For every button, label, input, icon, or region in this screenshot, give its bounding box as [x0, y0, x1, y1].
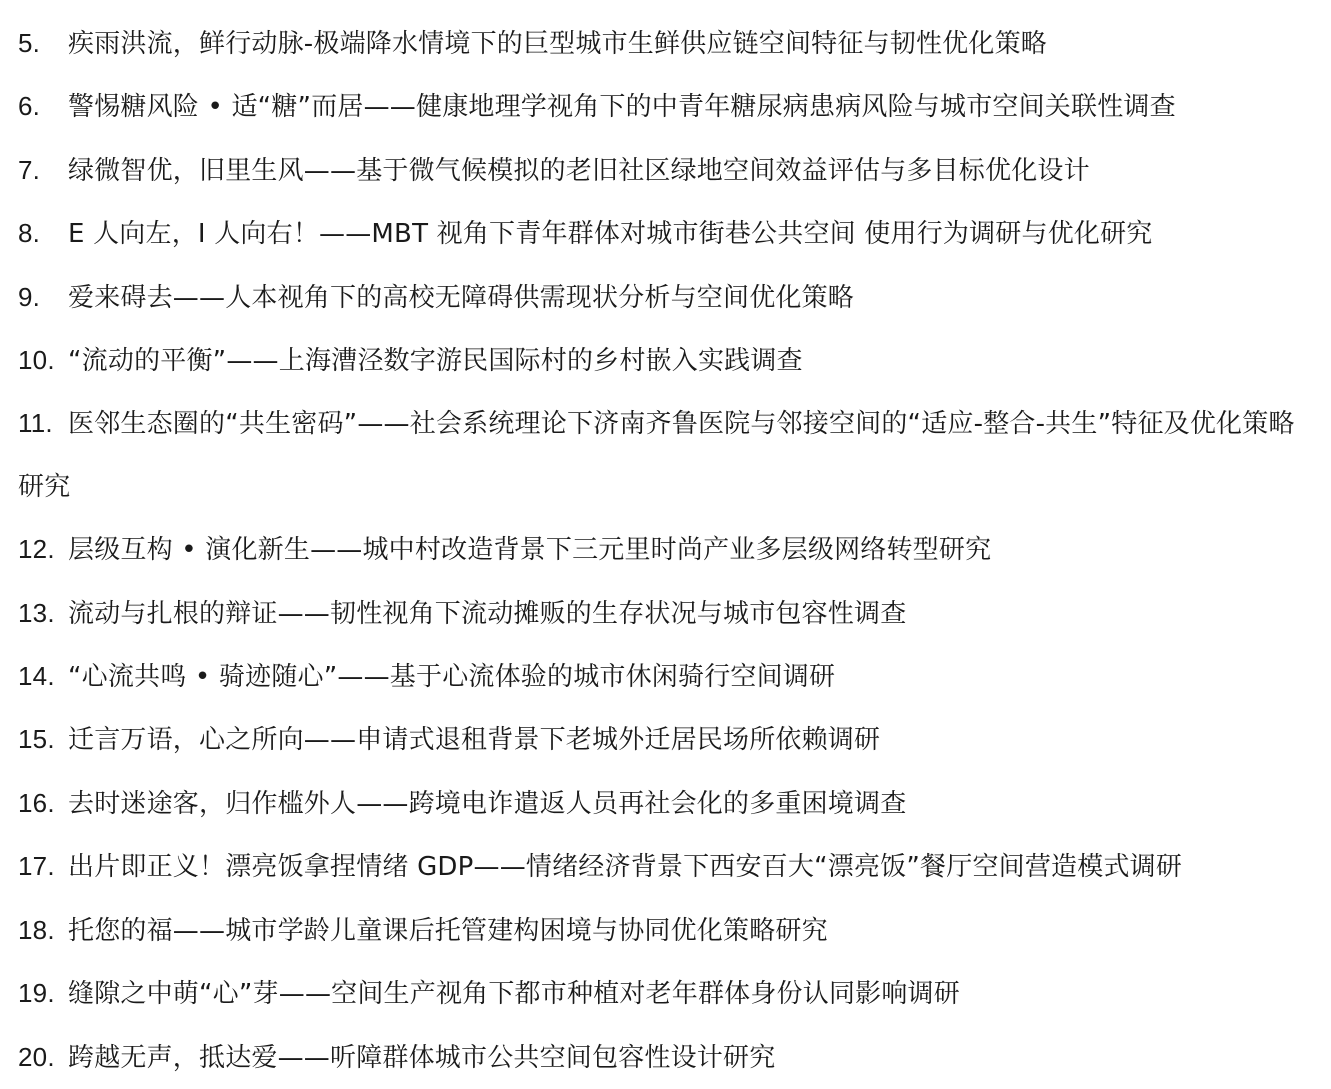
item-title: “流动的平衡”——上海漕泾数字游民国际村的乡村嵌入实践调查 — [68, 346, 803, 377]
item-number: 11. — [18, 408, 53, 439]
list-item — [18, 518, 1318, 581]
item-title: E 人向左，I 人向右！——MBT 视角下青年群体对城市街巷公共空间 使用行为调研与优化研究 — [68, 219, 1153, 250]
list-item — [18, 835, 1318, 898]
list-item — [18, 582, 1318, 645]
item-title: 出片即正义！漂亮饭拿捏情绪 GDP——情绪经济背景下西安百大“漂亮饭”餐厅空间营造模式调研 — [68, 852, 1183, 883]
item-title: 跨越无声，抵达爱——听障群体城市公共空间包容性设计研究 — [68, 1042, 776, 1073]
list-item — [18, 899, 1318, 962]
item-title: 层级互构 • 演化新生——城中村改造背景下三元里时尚产业多层级网络转型研究 — [68, 535, 992, 566]
list-item — [18, 392, 1318, 518]
list-item — [18, 202, 1318, 265]
item-number: 19. — [18, 978, 55, 1009]
item-title: 疾雨洪流，鲜行动脉-极端降水情境下的巨型城市生鲜供应链空间特征与韧性优化策略 — [68, 29, 1047, 59]
item-title: 托您的福——城市学龄儿童课后托管建构困境与协同优化策略研究 — [68, 915, 828, 946]
item-number: 15. — [18, 724, 55, 755]
list-item — [18, 1026, 1318, 1089]
item-number: 5. — [18, 28, 41, 58]
topic-list — [18, 12, 1318, 1089]
list-item — [18, 266, 1318, 329]
item-title: “心流共鸣 • 骑迹随心”——基于心流体验的城市休闲骑行空间调研 — [68, 662, 836, 693]
item-title: 医邻生态圈的“共生密码”——社会系统理论下济南齐鲁医院与邻接空间的“适应-整合-共生”特征及优化策略研究 — [18, 409, 1295, 502]
item-title: 缝隙之中萌“心”芽——空间生产视角下都市种植对老年群体身份认同影响调研 — [68, 979, 960, 1010]
item-number: 9. — [18, 281, 41, 312]
item-number: 7. — [18, 154, 41, 185]
list-item — [18, 12, 1318, 75]
item-number: 20. — [18, 1041, 55, 1072]
item-number: 12. — [18, 534, 55, 565]
list-item — [18, 708, 1318, 771]
list-item — [18, 645, 1318, 708]
item-number: 14. — [18, 661, 55, 692]
item-title: 迁言万语，心之所向——申请式退租背景下老城外迁居民场所依赖调研 — [68, 725, 881, 756]
item-number: 16. — [18, 787, 55, 818]
list-item — [18, 772, 1318, 835]
item-title: 流动与扎根的辩证——韧性视角下流动摊贩的生存状况与城市包容性调查 — [68, 598, 907, 629]
list-item — [18, 75, 1318, 138]
item-title: 警惕糖风险 • 适“糖”而居——健康地理学视角下的中青年糖尿病患病风险与城市空间关联性调查 — [68, 92, 1176, 123]
item-number: 8. — [18, 218, 41, 249]
item-title: 去时迷途客，归作槛外人——跨境电诈遣返人员再社会化的多重困境调查 — [68, 788, 907, 819]
item-title: 绿微智优，旧里生风——基于微气候模拟的老旧社区绿地空间效益评估与多目标优化设计 — [68, 155, 1090, 186]
item-number: 18. — [18, 914, 55, 945]
item-number: 13. — [18, 597, 55, 628]
list-item — [18, 329, 1318, 392]
list-item — [18, 139, 1318, 202]
item-number: 17. — [18, 851, 55, 882]
list-item — [18, 962, 1318, 1025]
item-number: 6. — [18, 91, 41, 122]
item-number: 10. — [18, 345, 55, 376]
item-title: 爱来碍去——人本视角下的高校无障碍供需现状分析与空间优化策略 — [68, 282, 855, 313]
